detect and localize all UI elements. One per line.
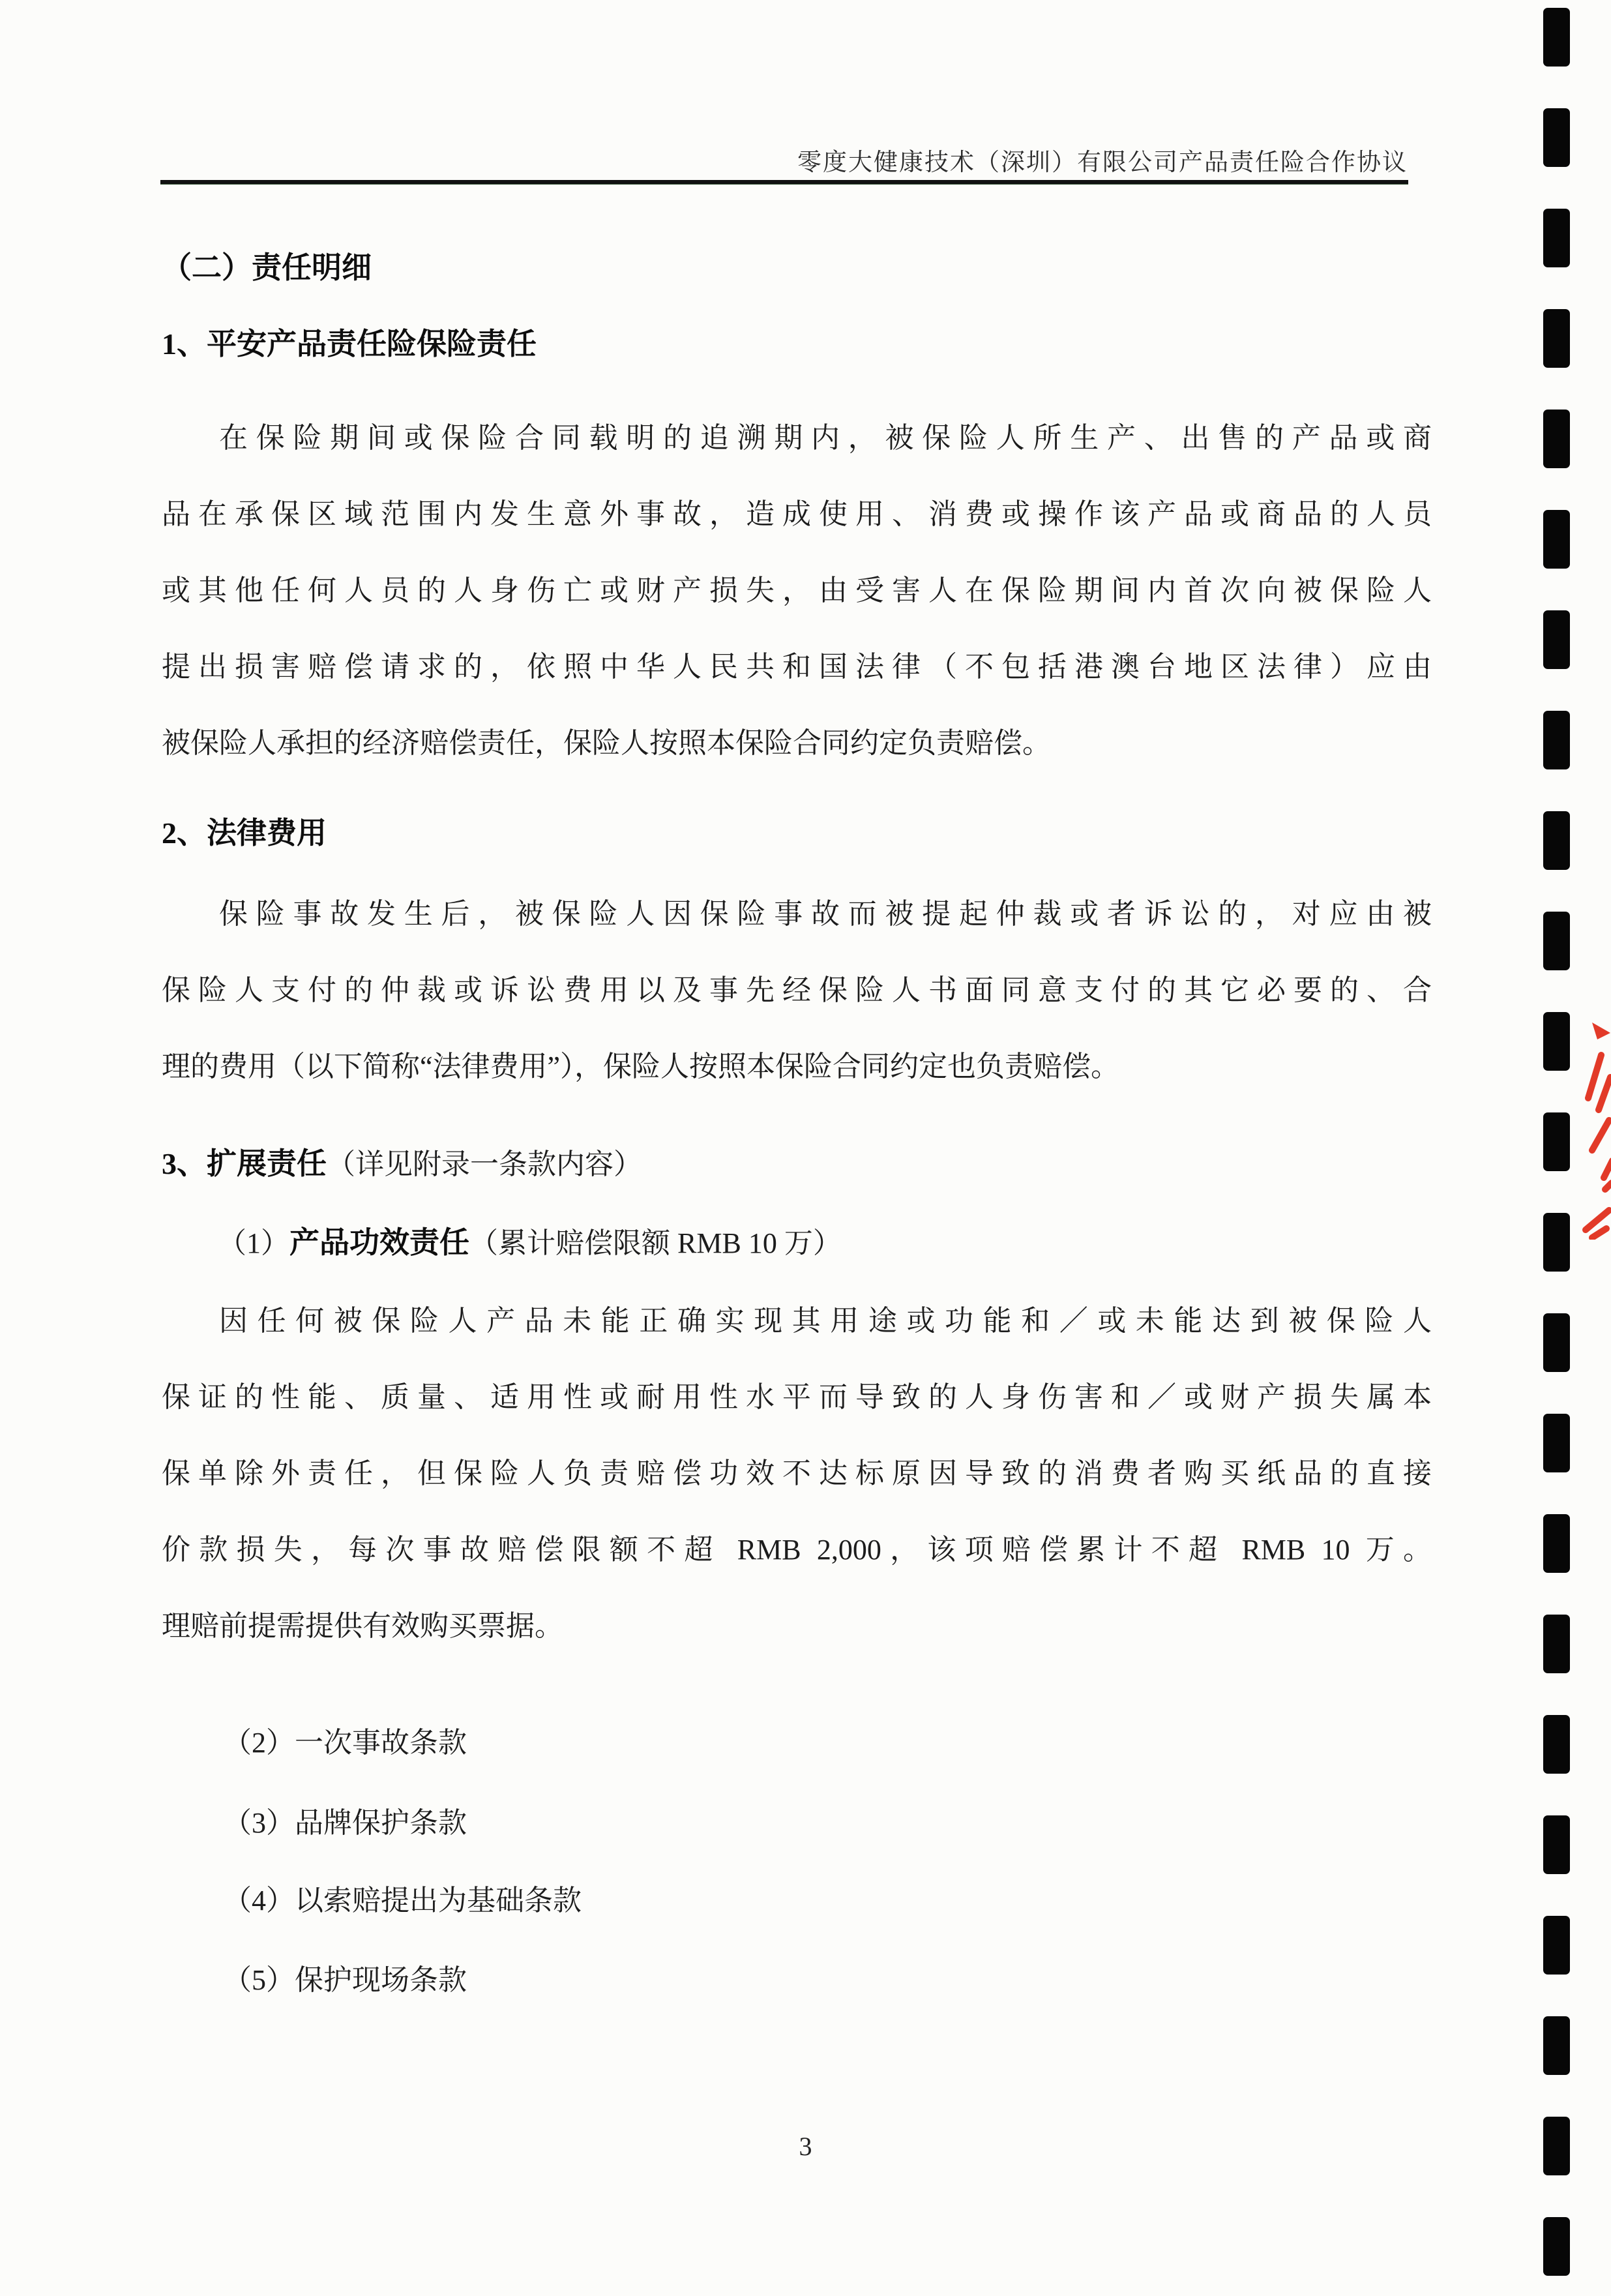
binding-mark <box>1543 1715 1570 1774</box>
extension-5-item: （5）保护现场条款 <box>223 1964 467 1996</box>
binding-mark <box>1543 209 1570 267</box>
clause-1-heading: 1、平安产品责任险保险责任 <box>162 327 537 361</box>
clause-3-heading-bold: 3、扩展责任 <box>162 1147 327 1180</box>
binding-mark <box>1543 1615 1570 1673</box>
clause-2-heading: 2、法律费用 <box>162 816 327 850</box>
extension-3-item: （3）品牌保护条款 <box>223 1807 467 1839</box>
binding-mark <box>1543 1815 1570 1874</box>
running-header-title: 零度大健康技术（深圳）有限公司产品责任险合作协议 <box>797 149 1408 176</box>
binding-mark <box>1543 610 1570 669</box>
clause-1-paragraph-line: 或其他任何人员的人身伤亡或财产损失，由受害人在保险期间内首次向被保险人 <box>162 574 1432 606</box>
binding-mark <box>1543 811 1570 870</box>
clause-1-paragraph-line: 品在承保区域范围内发生意外事故，造成使用、消费或操作该产品或商品的人员 <box>162 498 1432 530</box>
clause-2-paragraph <box>162 876 1432 1105</box>
clause-1-paragraph <box>162 400 1432 781</box>
clause-3-heading-note: （详见附录一条款内容） <box>327 1148 642 1180</box>
binding-mark <box>1543 711 1570 769</box>
extension-1-heading-note: （累计赔偿限额 RMB 10 万） <box>469 1227 842 1259</box>
contract-body <box>162 230 1432 2018</box>
clause-3-heading <box>162 1126 1432 1202</box>
extension-1-heading <box>218 1204 1432 1281</box>
binding-mark <box>1543 2016 1570 2075</box>
binding-mark <box>1543 1414 1570 1472</box>
binding-mark <box>1543 410 1570 468</box>
binding-mark <box>1543 309 1570 368</box>
section-heading: （二）责任明细 <box>162 251 372 284</box>
extension-1-paragraph-line: 理赔前提需提供有效购买票据。 <box>162 1610 563 1642</box>
binding-mark <box>1543 2217 1570 2276</box>
extension-1-paragraph-line: 因任何被保险人产品未能正确实现其用途或功能和／或未能达到被保险人 <box>219 1305 1432 1337</box>
clause-1-paragraph-line: 被保险人承担的经济赔偿责任，保险人按照本保险合同约定负责赔偿。 <box>162 727 1051 759</box>
clause-1-paragraph-line: 提出损害赔偿请求的，依照中华人民共和国法律（不包括港澳台地区法律）应由 <box>162 651 1432 683</box>
page-number: 3 <box>799 2132 812 2161</box>
binding-mark <box>1543 1514 1570 1573</box>
extension-2-item: （2）一次事故条款 <box>223 1727 467 1759</box>
extension-1-paragraph-line: 保证的性能、质量、适用性或耐用性水平而导致的人身伤害和／或财产损失属本 <box>162 1381 1432 1413</box>
clause-2-paragraph-line: 保险事故发生后，被保险人因保险事故而被提起仲裁或者诉讼的，对应由被 <box>219 898 1432 930</box>
extension-1-heading-number: （1） <box>218 1227 289 1259</box>
clause-1-paragraph-line: 在保险期间或保险合同载明的追溯期内，被保险人所生产、出售的产品或商 <box>219 422 1432 454</box>
red-stamp-mark <box>1554 1015 1611 1240</box>
binding-mark <box>1543 510 1570 569</box>
header-divider-line <box>160 180 1408 185</box>
binding-mark <box>1543 108 1570 167</box>
binding-mark <box>1543 912 1570 970</box>
binding-mark <box>1543 8 1570 67</box>
binding-mark <box>1543 1916 1570 1975</box>
extension-1-heading-bold: 产品功效责任 <box>289 1226 469 1259</box>
extension-1-paragraph <box>162 1283 1432 1664</box>
extension-1-paragraph-line: 价款损失，每次事故赔偿限额不超 RMB 2,000，该项赔偿累计不超 RMB 10 万。 <box>162 1534 1432 1566</box>
clause-2-paragraph-line: 理的费用（以下简称“法律费用”），保险人按照本保险合同约定也负责赔偿。 <box>162 1051 1120 1082</box>
extension-1-paragraph-line: 保单除外责任，但保险人负责赔偿功效不达标原因导致的消费者购买纸品的直接 <box>162 1457 1432 1489</box>
extension-4-item: （4）以索赔提出为基础条款 <box>223 1885 582 1916</box>
binding-mark <box>1543 1313 1570 1372</box>
clause-2-paragraph-line: 保险人支付的仲裁或诉讼费用以及事先经保险人书面同意支付的其它必要的、合 <box>162 974 1432 1006</box>
